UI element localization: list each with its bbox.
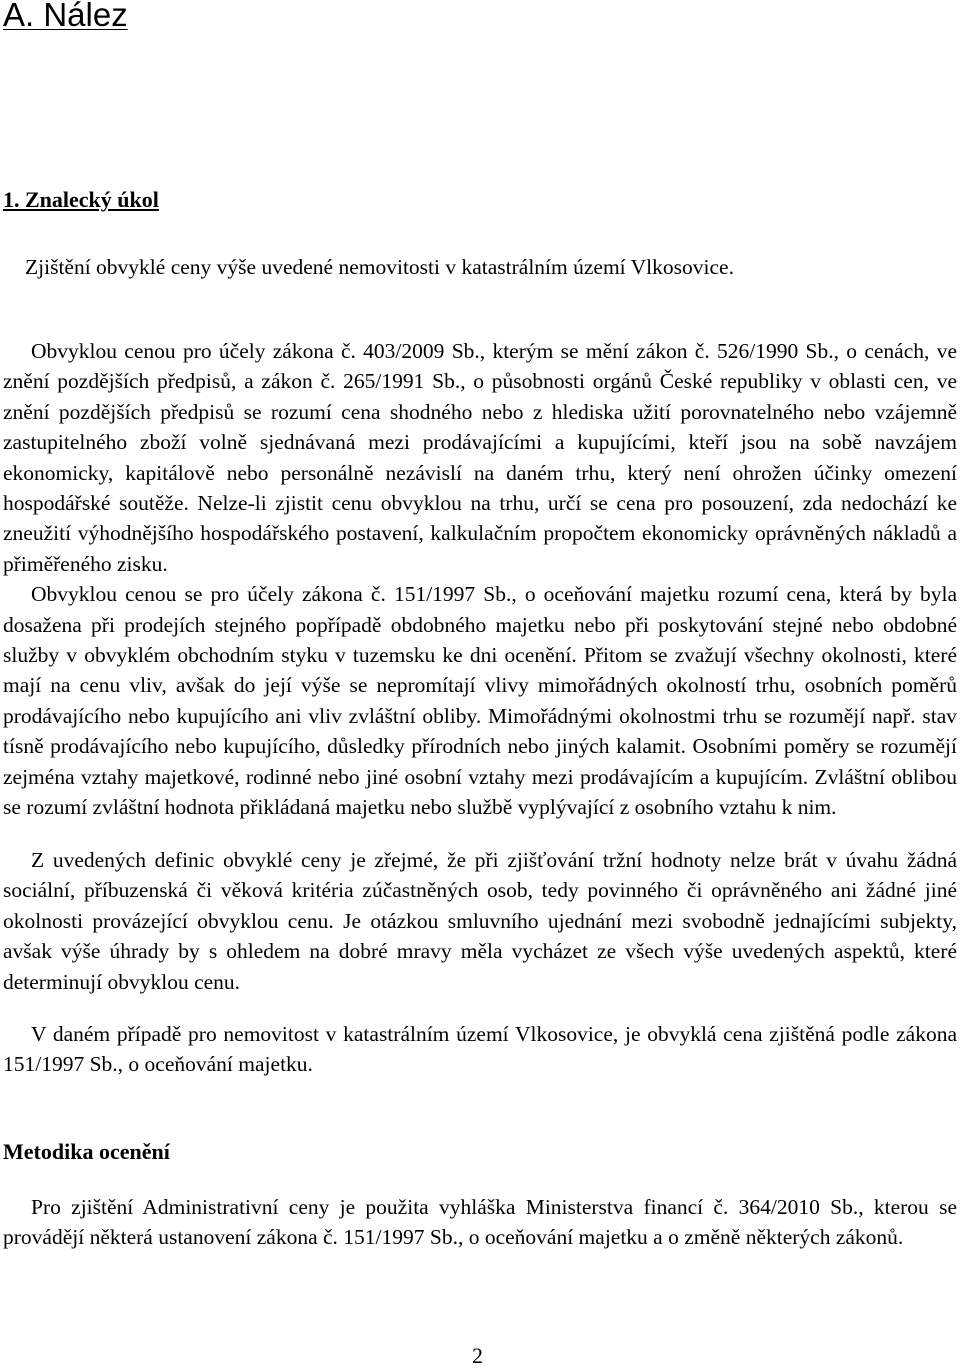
method-paragraph: [3, 1192, 957, 1253]
case-text: V daném případě pro nemovitost v katastrálním území Vlkosovice, je obvyklá cena zjištěná podle zákona 151/1997 Sb., o oceňování majetku.: [3, 1022, 957, 1077]
method-text: Pro zjištění Administrativní ceny je použita vyhláška Ministerstva financí č. 364/2010 Sb., kterou se provádějí některá ustanovení zákona č. 151/1997 Sb., o oceňování majetku a o změně některých zákonů.: [3, 1195, 957, 1250]
case-paragraph: [3, 1019, 957, 1080]
definition-paragraph: [3, 336, 957, 823]
subsection-heading-metodika: Metodika ocenění: [3, 1139, 170, 1164]
page-number: 2: [472, 1343, 483, 1368]
subsection-heading-znalecky-ukol: 1. Znalecký úkol: [3, 187, 159, 212]
conclusion-text: Z uvedených definic obvyklé ceny je zřejmé, že při zjišťování tržní hodnoty nelze brát v úvahu žádná sociální, příbuzenská či věková kritéria zúčastněných osob, tedy povinného či oprávněného ani žádné jiné okolnosti provázející obvyklou cenu. Je otázkou smluvního ujednání mezi svobodně jednajícími subjekty, avšak výše úhrady by s ohledem na dobré mravy měla vycházet ze všech výše uvedených aspektů, které determinují obvyklou cenu.: [3, 848, 957, 994]
valuation-definition-text: Obvyklou cenou se pro účely zákona č. 151/1997 Sb., o oceňování majetku rozumí cena, která by byla dosažena při prodejích stejného popřípadě obdobného majetku nebo při poskytování stejné nebo obdobné služby v obvyklém obchodním styku v tuzemsku ke dni ocenění. Přitom se zvažují všechny okolnosti, které mají na cenu vliv, avšak do její výše se nepromítají vlivy mimořádných okolností trhu, osobních poměrů prodávajícího nebo kupujícího ani vliv zvláštní obliby. Mimořádnými okolnostmi trhu se rozumějí např. stav tísně prodávajícího nebo kupujícího, důsledky přírodních nebo jiných kalamit. Osobními poměry se rozumějí zejména vztahy majetkové, rodinné nebo jiné osobní vztahy mezi prodávajícím a kupujícím. Zvláštní oblibou se rozumí zvláštní hodnota přikládaná majetku nebo službě vyplývající z osobního vztahu k nim.: [3, 582, 957, 820]
task-goal-paragraph: [3, 252, 957, 282]
conclusion-paragraph: [3, 845, 957, 997]
task-goal-text: Zjištění obvyklé ceny výše uvedené nemovitosti v katastrálním území Vlkosovice.: [25, 255, 734, 279]
definition-text: Obvyklou cenou pro účely zákona č. 403/2009 Sb., kterým se mění zákon č. 526/1990 Sb., o cenách, ve znění pozdějších předpisů, a zákon č. 265/1991 Sb., o působnosti orgánů České republiky v oblasti cen, ve znění pozdějších předpisů se rozumí cena shodného nebo z hlediska užití porovnatelného nebo vzájemně zastupitelného zboží volně sjednávaná mezi prodávajícími a kupujícími, kteří jsou na sobě navzájem ekonomicky, kapitálově nebo personálně nezávislí na daném trhu, který není ohrožen účinky omezení hospodářské soutěže. Nelze-li zjistit cenu obvyklou na trhu, určí se cena pro posouzení, zda nedochází ke zneužití výhodnějšího hospodářského postavení, kalkulačním propočtem ekonomicky oprávněných nákladů a přiměřeného zisku.: [3, 339, 957, 576]
section-heading-nalez: A. Nález: [3, 0, 128, 33]
